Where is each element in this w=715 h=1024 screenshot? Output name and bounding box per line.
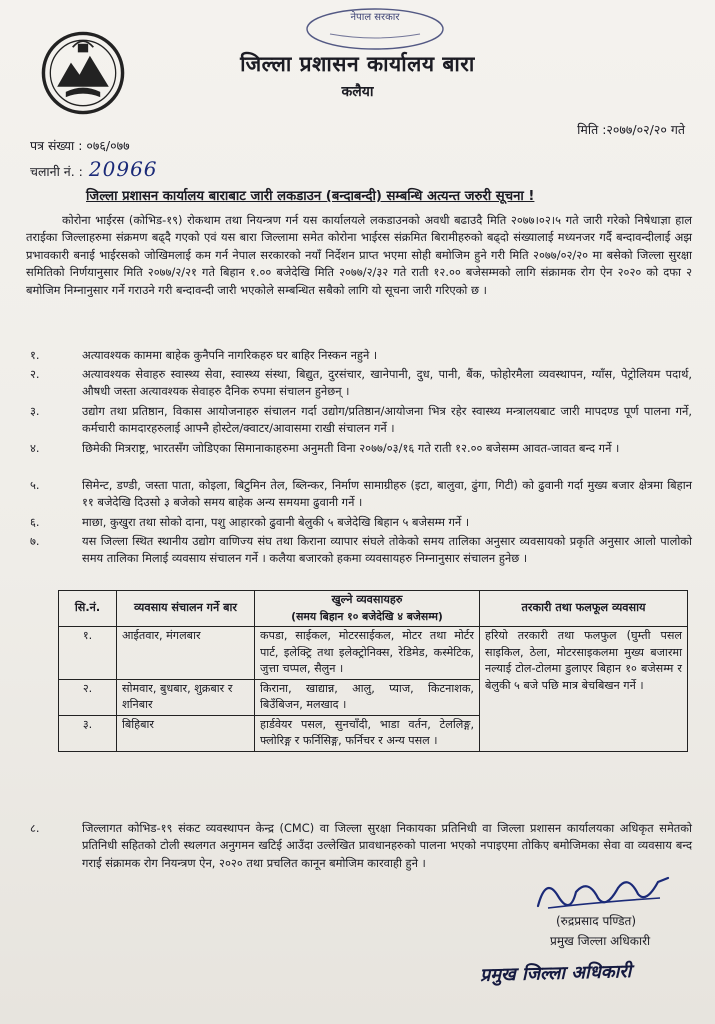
item-number: ६. xyxy=(30,515,40,529)
item-number: ७. xyxy=(30,534,40,548)
item-text: अत्यावश्यक सेवाहरु स्वास्थ्य सेवा, स्वास्थ्य संस्था, बिद्युत, दुरसंचार, खानेपानी, दुध, पानी, बैंक, फोहोरमैला व्यवस्थापन, ग्याँस, पेट्रोलियम पदार्थ, औषधी जस्ता अत्यावश्यक सेवाहरु दैनिक रुपमा संचालन हुनेछन् । xyxy=(82,367,692,399)
designation-stamp: प्रमुख जिल्ला अधिकारी xyxy=(479,961,632,986)
item-number: २. xyxy=(30,367,40,381)
signatory-designation: प्रमुख जिल्ला अधिकारी xyxy=(550,934,651,948)
official-stamp-icon xyxy=(300,4,450,54)
item-text: अत्यावश्यक काममा बाहेक कुनैपनि नागरिकहरु घर बाहिर निस्कन नहुने । xyxy=(82,348,378,362)
row-businesses: किराना, खाद्यान्न, आलु, प्याज, किटनाशक, बिउँबिजन, मलखाद । xyxy=(255,679,480,715)
row-sn: १. xyxy=(59,627,117,680)
item-text: यस जिल्ला स्थित स्थानीय उद्योग वाणिज्य संघ तथा किराना व्यापार संघले तोकेको समय तालिका अनुसार व्यवसायको प्रकृति अनुसार आलो पालोको समय तालिका मिलाई व्यवसाय संचालन गर्ने । कलैया बजारको हकमा व्यवसायहरु निम्नानुसार संचालन हुनेछ । xyxy=(82,534,692,566)
signatory-name: (रुद्रप्रसाद पण्डित) xyxy=(556,914,637,928)
item-number: ८. xyxy=(30,821,40,835)
header-vegetable: तरकारी तथा फलफूल व्यवसाय xyxy=(480,591,688,627)
dispatch-number xyxy=(30,157,158,181)
table-row xyxy=(59,627,688,680)
list-item xyxy=(26,533,692,568)
row-days: आईतवार, मंगलबार xyxy=(117,627,255,680)
table-header-row xyxy=(59,591,688,627)
office-location: कलैया xyxy=(341,84,374,100)
stamp-text: नेपाल सरकार xyxy=(350,12,400,23)
row-sn: २. xyxy=(59,679,117,715)
item-number: ४. xyxy=(30,441,40,455)
business-schedule-table xyxy=(58,590,688,752)
item-text: माछा, कुखुरा तथा सोको दाना, पशु आहारको ढुवानी बेलुकी ५ बजेदेखि बिहान ५ बजेसम्म गर्ने । xyxy=(82,515,470,529)
header-open-time: (समय बिहान १० बजेदेखि ४ बजेसम्म) xyxy=(291,609,443,623)
item-number: ३. xyxy=(30,404,40,418)
row-days: बिहिबार xyxy=(117,715,255,751)
list-item xyxy=(26,820,692,872)
notice-heading: जिल्ला प्रशासन कार्यालय बाराबाट जारी लकडाउन (बन्दाबन्दी) सम्बन्धि अत्यन्त जरुरी सूचना ! xyxy=(86,189,535,204)
office-title: जिल्ला प्रशासन कार्यालय बारा xyxy=(240,52,475,76)
row-sn: ३. xyxy=(59,715,117,751)
header-sn: सि.नं. xyxy=(59,591,117,627)
header-days: व्यवसाय संचालन गर्ने बार xyxy=(117,591,255,627)
letter-date: मिति :२०७७/०२/२० गते xyxy=(577,122,685,137)
item-number: ५. xyxy=(30,478,40,492)
header-open-businesses xyxy=(255,591,480,627)
item-text: छिमेकी मित्रराष्ट्र, भारतसँग जोडिएका सिमानाकाहरुमा अनुमती विना २०७७/०३/१६ गते राती १२.०० बजेसम्म आवत-जावत बन्द गर्ने । xyxy=(82,441,620,455)
dispatch-label: चलानी नं. : xyxy=(30,164,83,179)
item-text: उद्योग तथा प्रतिष्ठान, विकास आयोजनाहरु संचालन गर्दा उद्योग/प्रतिष्ठान/आयोजना भित्र रहेर स्वास्थ्य मन्त्रालयबाट जारी मापदण्ड पूर्ण पालना गर्ने, कर्मचारी कामदारहरुलाई आफ्नै होस्टेल/क्वाटर/आवासमा राखी संचालन गर्ने । xyxy=(82,404,692,436)
item-number: १. xyxy=(30,348,40,362)
row-businesses: कपडा, साईकल, मोटरसाईकल, मोटर तथा मोर्टर पार्ट, इलेक्ट्रि तथा इलेक्ट्रोनिक्स, रेडिमेड, कस्मेटिक, जुत्ता चप्पल, सैलुन । xyxy=(255,627,480,680)
notice-intro: कोरोना भाईरस (कोभिड-१९) रोकथाम तथा नियन्त्रण गर्न यस कार्यालयले लकडाउनको अवधी बढाउदै मिति २०७७।०२।५ गते जारी गरेको निषेधाज्ञा हाल तराईका जिल्लाहरुमा संक्रमण बढ्दै गएको एवं यस बारा जिल्लामा समेत कोरोना भाईरस संक्रमित बिरामीहरुको बढ्दो संख्यालाई मध्यनजर गर्दै बन्दावन्दीलाई अझ प्रभावकारी बनाई भाईरसको जोखिमलाई कम गर्न नेपाल सरकारको नयाँ निर्देशन प्राप्त भएमा सोही बमोजिम हुने गरी मिति २०७७/०२/२० मा बसेको जिल्ला सुरक्षा समितिको निर्णयानुसार मिति २०७७/२/२१ गते बिहान १.०० बजेदेखि मिति २०७७/२/३२ गते राती १२.०० बजेसम्मको लागि संक्रामक रोग ऐन २०२० को दफा २ बमोजिम निम्नानुसार गर्ने गराउने गरी बन्दावन्दी जारी भएकोले सम्बन्धित सबैको लागि यो सूचना जारी गरिएको छ । xyxy=(26,213,692,297)
list-item xyxy=(26,347,692,364)
list-item xyxy=(26,477,692,512)
item-text: जिल्लागत कोभिड-१९ संकट व्यवस्थापन केन्द्र (CMC) वा जिल्ला सुरक्षा निकायका प्रतिनिधी वा जिल्ला प्रशासन कार्यालयका अधिकृत समेतको प्रतिनिधी सहितको टोली स्थलगत अनुगमन खटिई आउँदा उल्लेखित प्रावधानहरुको पालना भएको नपाइएमा तोकिए बमोजिमका सेवा वा व्यवसाय बन्द गराई संक्रामक रोग नियन्त्रण ऐन, २०२० तथा प्रचलित कानून बमोजिम कारवाही हुने । xyxy=(82,821,692,870)
list-item xyxy=(26,514,692,531)
handwritten-signature-icon xyxy=(528,868,678,918)
item-text: सिमेन्ट, डण्डी, जस्ता पाता, कोइला, बिटुमिन तेल, ब्लिन्कर, निर्माण सामाग्रीहरु (इटा, बालुवा, ढुंगा, गिटी) को ढुवानी गर्दा मुख्य बजार क्षेत्रमा बिहान ११ बजेदेखि दिउसो ३ बजेको समय बाहेक अन्य समयमा ढुवानी गर्ने । xyxy=(82,478,692,510)
vegetable-rule: हरियो तरकारी तथा फलफुल (घुम्ती पसल साइकिल, ठेला, मोटरसाइकलमा मुख्य बजारमा नल्याई टोल-टोलमा डुलाएर बिहान १० बजेसम्म र बेलुकी ५ बजे पछि मात्र बेचबिखन गर्ने । xyxy=(480,627,688,752)
row-days: सोमवार, बुधबार, शुक्रबार र शनिबार xyxy=(117,679,255,715)
list-item xyxy=(26,366,692,401)
dispatch-number-handwritten: 20966 xyxy=(88,157,158,181)
list-item xyxy=(26,440,692,457)
reference-number: पत्र संख्या : ०७६/०७७ xyxy=(30,138,130,153)
header-open-label: खुल्ने व्यवसायहरु xyxy=(331,593,403,606)
row-businesses: हार्डवेयर पसल, सुनचाँदी, भाडा वर्तन, टेललिङ्ग, फ्लोरिङ्ग र फर्निसिङ्ग, फर्निचर र अन्य पसल । xyxy=(255,715,480,751)
list-item xyxy=(26,403,692,438)
